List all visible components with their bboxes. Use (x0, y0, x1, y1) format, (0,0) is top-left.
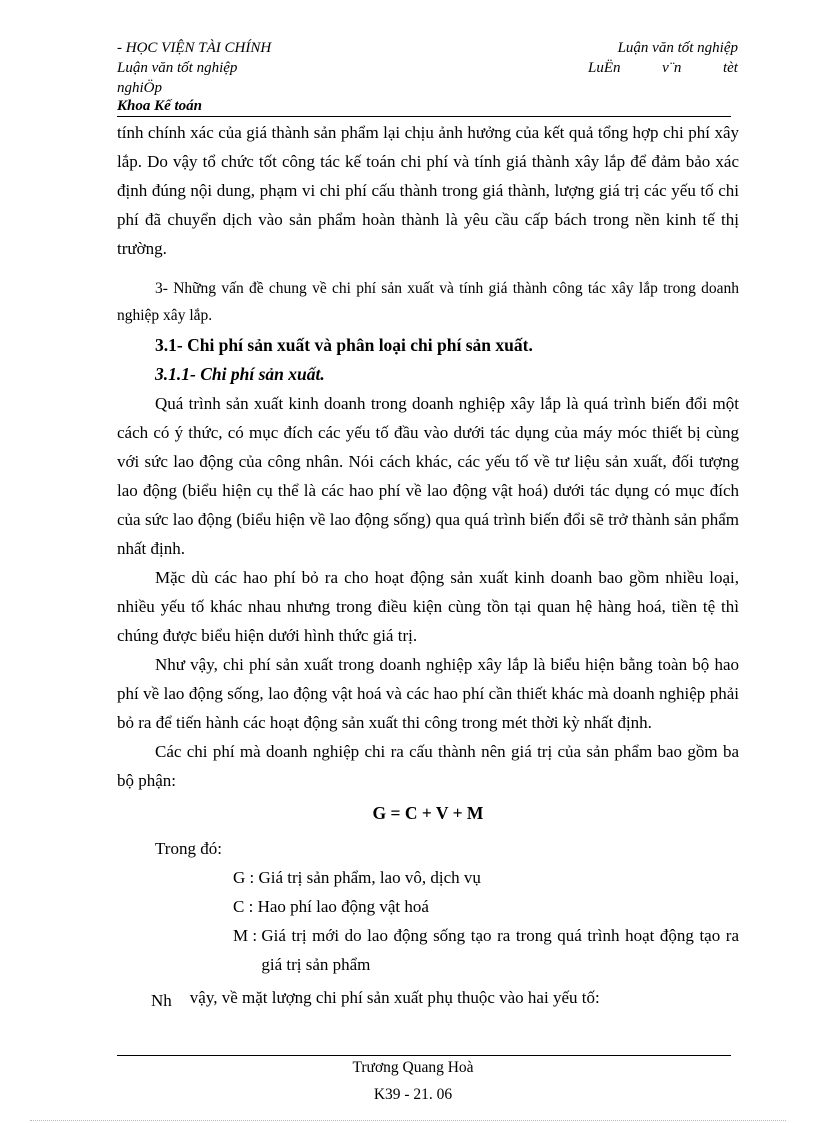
header-institution: - HỌC VIỆN TÀI CHÍNH (117, 40, 272, 56)
heading-3-1-1: 3.1.1- Chi phí sản xuất. (155, 364, 325, 384)
header-garbled-line (478, 58, 738, 78)
paragraph-three-components: Các chi phí mà doanh nghiệp chi ra cấu thành nên giá trị của sản phẩm bao gồm ba bộ phận: (117, 742, 739, 790)
paragraph-cost-definition: Như vậy, chi phí sản xuất trong doanh nghiệp xây lắp là biểu hiện bằng toàn bộ hao phí về lao động sống, lao động vật hoá và các hao phí cần thiết khác mà doanh nghiệp phải bỏ ra để tiến hành các hoạt động sản xuất thi công trong mét thời kỳ nhất định. (117, 655, 739, 732)
paragraph-production-process: Quá trình sản xuất kinh doanh trong doanh nghiệp xây lắp là quá trình biến đổi một cách có ý thức, có mục đích các yếu tố đầu vào dưới tác dụng của máy móc thiết bị cùng với sức lao động của công nhân. Nói cách khác, các yếu tố về tư liệu sản xuất, đối tượng lao động (biểu hiện cụ thể là các hao phí về lao động vật hoá) dưới tác dụng có mục đích của sức lao động (biểu hiện về lao động sống) qua quá trình biến đổi sẽ trở thành sản phẩm nhất định. (117, 394, 739, 558)
definition-text: Giá trị sản phẩm, lao vô, dịch vụ (258, 868, 481, 887)
paragraph-prefix: Nh (151, 991, 172, 1010)
header-department: Khoa Kế toán (117, 98, 203, 114)
header-thesis-title: Luận văn tốt nghiệp (617, 40, 738, 56)
definition-c (233, 892, 739, 921)
definition-m (233, 921, 739, 979)
definition-g (233, 863, 739, 892)
paragraph-text: vậy, về mặt lượng chi phí sản xuất phụ thuộc vào hai yếu tố: (189, 988, 600, 1007)
definition-text: Hao phí lao động vật hoá (257, 897, 429, 916)
document-body (117, 118, 739, 1012)
header-right (478, 38, 738, 78)
header-thesis-label: Luận văn tốt nghiệp (117, 60, 238, 76)
definition-label: C : (233, 897, 258, 916)
page-bottom-edge (30, 1120, 786, 1121)
definition-label: G : (233, 868, 259, 887)
definition-label: M : (233, 926, 262, 945)
paragraph-two-factors (117, 983, 739, 1012)
header-divider (117, 116, 731, 117)
header-garbled-word-1: LuËn (588, 60, 621, 76)
paragraph-intro-continued: tính chính xác của giá thành sản phẩm lại chịu ảnh hưởng của kết quả tổng hợp chi phí xây lắp. Do vậy tổ chức tốt công tác kế toán chi phí và tính giá thành xây lắp để đảm bảo xác định đúng nội dung, phạm vi chi phí cấu thành trong giá thành, lượng giá trị các yếu tố chi phí đã chuyển dịch vào sản phẩm hoàn thành là yêu cầu cấp bách trong nền kinh tế thị trường. (117, 123, 739, 258)
paragraph-costs-value: Mặc dù các hao phí bỏ ra cho hoạt động sản xuất kinh doanh bao gồm nhiều loại, nhiều yếu tố khác nhau nhưng trong điều kiện cùng tồn tại quan hệ hàng hoá, tiền tệ thì chúng được biểu hiện dưới hình thức giá trị. (117, 568, 739, 645)
header-left (117, 38, 437, 98)
section-3-title: 3- Những vấn đề chung về chi phí sản xuất và tính giá thành công tác xây lắp trong doanh nghiệp xây lắp. (117, 280, 739, 324)
value-formula: G = C + V + M (372, 803, 484, 823)
header-garbled-word-3: tèt (722, 60, 738, 76)
header-garbled-word: nghiÖp (117, 80, 162, 96)
definition-text: Giá trị mới do lao động sống tạo ra trong quá trình hoạt động tạo ra giá trị sản phẩm (261, 926, 739, 974)
footer-divider (117, 1055, 731, 1056)
where-label: Trong đó: (155, 839, 222, 858)
header-garbled-word-2: v¨n (662, 60, 682, 76)
footer-class-code: K39 - 21. 06 (373, 1086, 453, 1103)
footer-author: Trương Quang Hoà (352, 1059, 474, 1076)
heading-3-1: 3.1- Chi phí sản xuất và phân loại chi phí sản xuất. (155, 335, 533, 355)
